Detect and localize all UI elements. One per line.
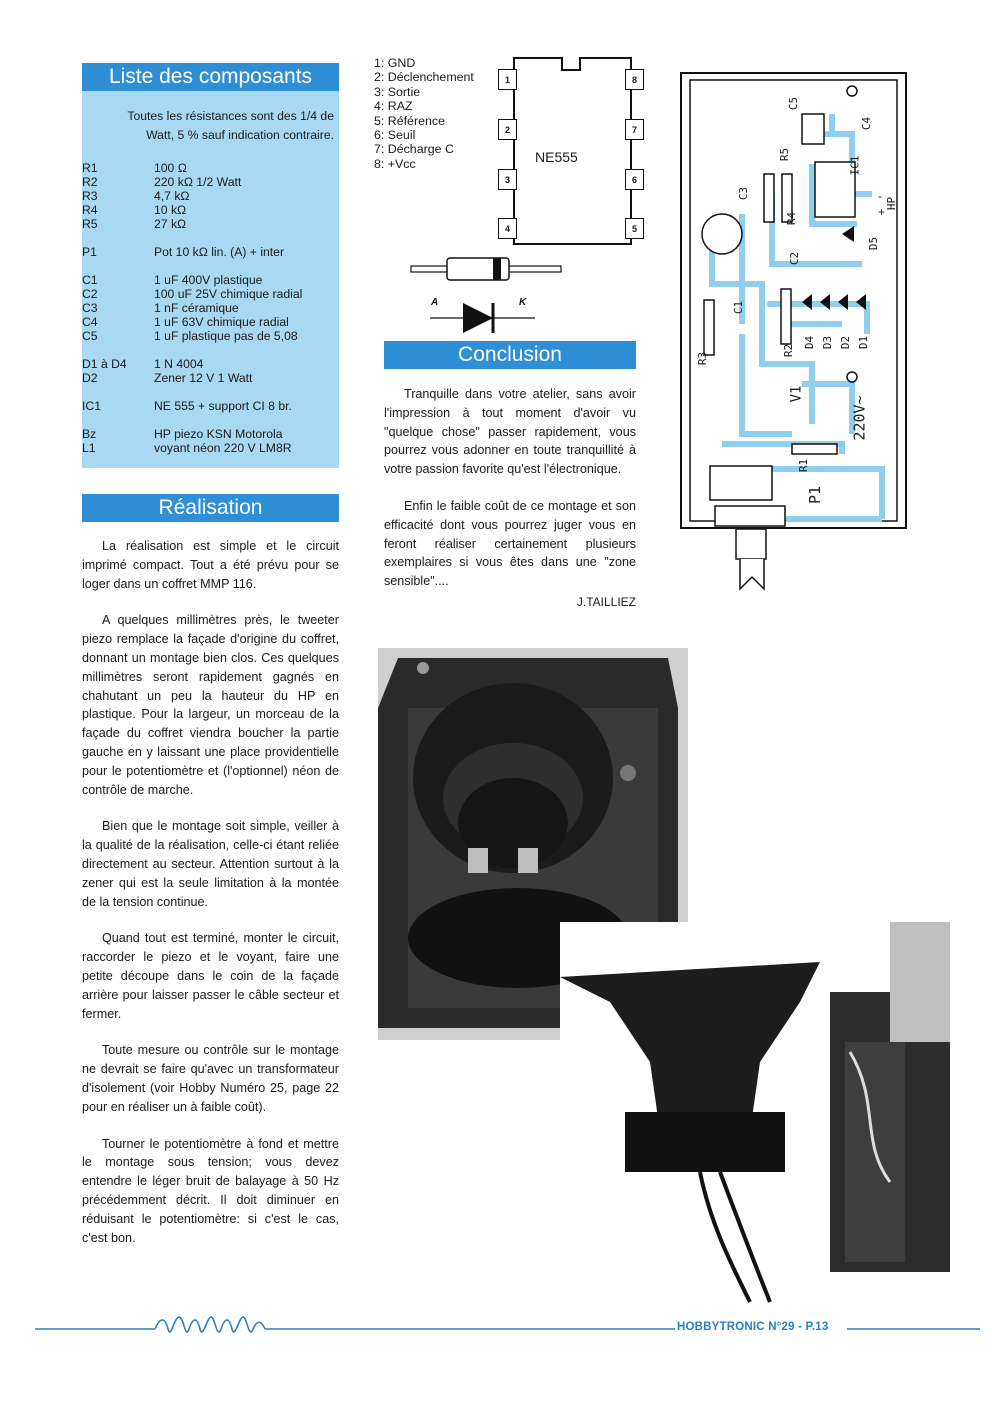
component-value: Zener 12 V 1 Watt [154,371,253,385]
pcb-label-r4: R4 [785,211,799,226]
intro-line-2: Watt, 5 % sauf indication contraire. [146,128,334,142]
pcb-label-ic1: IC1 [848,155,862,176]
realisation-paragraph: La réalisation est simple et le circuit imprimé compact. Tout a été prévu pour se loger dans un coffret MMP 116. [82,539,339,591]
realisation-paragraph: Toute mesure ou contrôle sur le montage ne devrait se faire qu'avec un transformateur d'isolement (voir Hobby Numéro 25, page 22 pour en réaliser un à faible coût). [82,1043,339,1114]
pcb-label-r3: R3 [696,351,710,366]
component-value: voyant néon 220 V LM8R [154,441,292,455]
component-ref: C4 [82,315,98,329]
pcb-label-d2: D2 [839,335,853,350]
ic-pin-6: 6 [625,169,644,190]
component-value: HP piezo KSN Motorola [154,427,283,441]
ic-pin-1: 1 [498,69,517,90]
component-value: 1 uF 400V plastique [154,273,263,287]
component-ref: C5 [82,329,98,343]
pcb-label-r1: R1 [797,458,811,473]
pcb-label-r5: R5 [778,147,792,162]
pcb-label-plus: + [878,205,886,219]
component-ref: IC1 [82,399,101,413]
conclusion-text [384,385,636,612]
component-ref: P1 [82,245,97,259]
ic-pin-5: 5 [625,218,644,239]
pinout-line: 2: Déclenchement [374,70,474,85]
component-value: 100 uF 25V chimique radial [154,287,303,301]
component-value: 10 kΩ [154,203,187,217]
realisation-paragraph: Bien que le montage soit simple, veiller à la qualité de la réalisation, celle-ci étant reliée directement au secteur. Attention surtout à la zener qui est la seule limitation à la montée de la tension continue. [82,819,339,909]
realisation-paragraph: A quelques millimètres près, le tweeter piezo remplace la façade d'origine du coffret, donnant un montage bien clos. Ces quelques millimètres seront rapidement gagnés en chahutant un peu la hauteur du HP en plastique. Pour la largeur, un morceau de la façade du coffret viendra boucher la partie gauche en y laissant une place providentielle pour le potentiomètre et (l'optionnel) néon de contrôle de marche. [82,613,339,797]
pcb-label-c3: C3 [737,186,751,201]
pinout-line: 4: RAZ [374,99,413,114]
pcb-traces [682,74,905,527]
pcb-label-d1: D1 [857,335,871,350]
component-value: 1 N 4004 [154,357,204,371]
pcb-label-c5: C5 [787,96,801,111]
ic-pin-4: 4 [498,218,517,239]
component-value: 1 nF céramique [154,301,239,315]
component-ref: C1 [82,273,98,287]
tweeter-pcb-photo [560,922,972,1307]
diode-anode-label: A [431,297,439,308]
component-ref: C3 [82,301,98,315]
component-value: 1 uF plastique pas de 5,08 [154,329,298,343]
pcb-label-c1: C1 [732,300,746,315]
pinout-line: 3: Sortie [374,84,421,99]
component-value: Pot 10 kΩ lin. (A) + inter [154,245,285,259]
pcb-label-d3: D3 [821,335,835,350]
pinout-line: 1: GND [374,56,416,70]
component-ref: D2 [82,371,98,385]
component-ref: R5 [82,217,98,231]
diode-cathode-label: K [519,297,527,308]
pcb-label-hp: HP [885,196,899,211]
ic-pin-8: 8 [625,69,644,90]
pcb-label-c2: C2 [788,251,802,266]
ne555-label: NE555 [535,149,578,165]
realisation-heading: Réalisation [82,494,339,522]
pinout-line: 8: +Vcc [374,156,416,171]
pcb-layout [680,72,907,529]
component-ref: L1 [82,441,96,455]
component-ref: R4 [82,203,98,217]
realisation-paragraph: Quand tout est terminé, monter le circuit, raccorder le piezo et le voyant, faire une petite découpe dans le coin de la façade arrière pour laisser passer le câble secteur et fermer. [82,931,339,1021]
component-ref: C2 [82,287,98,301]
pinout-line: 6: Seuil [374,128,416,143]
author-signature: J.TAILLIEZ [576,594,636,609]
ic-pin-7: 7 [625,119,644,140]
components-heading: Liste des composants [82,63,339,91]
ic-pin-2: 2 [498,119,517,140]
components-list [82,91,339,468]
component-value: NE 555 + support CI 8 br. [154,399,292,413]
ic-pin-3: 3 [498,169,517,190]
realisation-paragraph: Tourner le potentiomètre à fond et mettre le montage sous tension; vous devez entendre le léger bruit de balayage à 50 Hz précédemment décrit. Il doit diminuer en réduisant le potentiomètre: si c'est le cas, c'est bon. [82,1136,339,1245]
component-value: 4,7 kΩ [154,189,190,203]
conclusion-paragraph: Tranquille dans votre atelier, sans avoir l'impression à tout moment d'avoir vu "quelque chose" passer rapidement, vous pourrez vous adonner en toute tranquillité à votre passion favorite qu'est l'électronique. [384,387,636,477]
footer-waveform-line [35,1312,980,1342]
component-value: 220 kΩ 1/2 Watt [154,175,242,189]
pcb-label-c4: C4 [860,116,874,131]
conclusion-heading: Conclusion [384,341,636,369]
component-value: 1 uF 63V chimique radial [154,315,289,329]
ne555-chip-diagram [495,57,650,247]
component-ref: R1 [82,161,98,175]
component-value: 27 kΩ [154,217,187,231]
pcb-label-p1: P1 [806,485,825,505]
pinout-list [374,56,494,171]
pcb-label-d5: D5 [867,236,881,251]
pinout-line: 7: Décharge C [374,142,454,157]
pcb-label-minus: - [878,189,882,203]
pinout-line: 5: Référence [374,113,445,128]
pcb-label-mains: 220V~ [850,395,869,441]
component-ref: R2 [82,175,98,189]
component-value: 100 Ω [154,161,187,175]
diode-drawing [405,253,570,343]
realisation-text [82,537,339,1265]
intro-line-1: Toutes les résistances sont des 1/4 de [127,109,334,123]
potentiometer-shaft [730,529,775,594]
component-ref: D1 à D4 [82,357,127,371]
pcb-label-r2: R2 [782,343,796,358]
chip-notch [561,57,581,71]
conclusion-paragraph: Enfin le faible coût de ce montage et son efficacité dont vous pourrez juger vous en feront réaliser certainement plusieurs exemplaires si vous êtes dans une "zone sensible".... [384,498,636,589]
pcb-label-v1: V1 [788,385,805,403]
components-intro [82,107,334,145]
component-ref: Bz [82,427,97,441]
component-ref: R3 [82,189,98,203]
pcb-label-d4: D4 [803,335,817,350]
footer-page-info: HOBBYTRONIC N°29 - P.13 [677,1321,829,1333]
